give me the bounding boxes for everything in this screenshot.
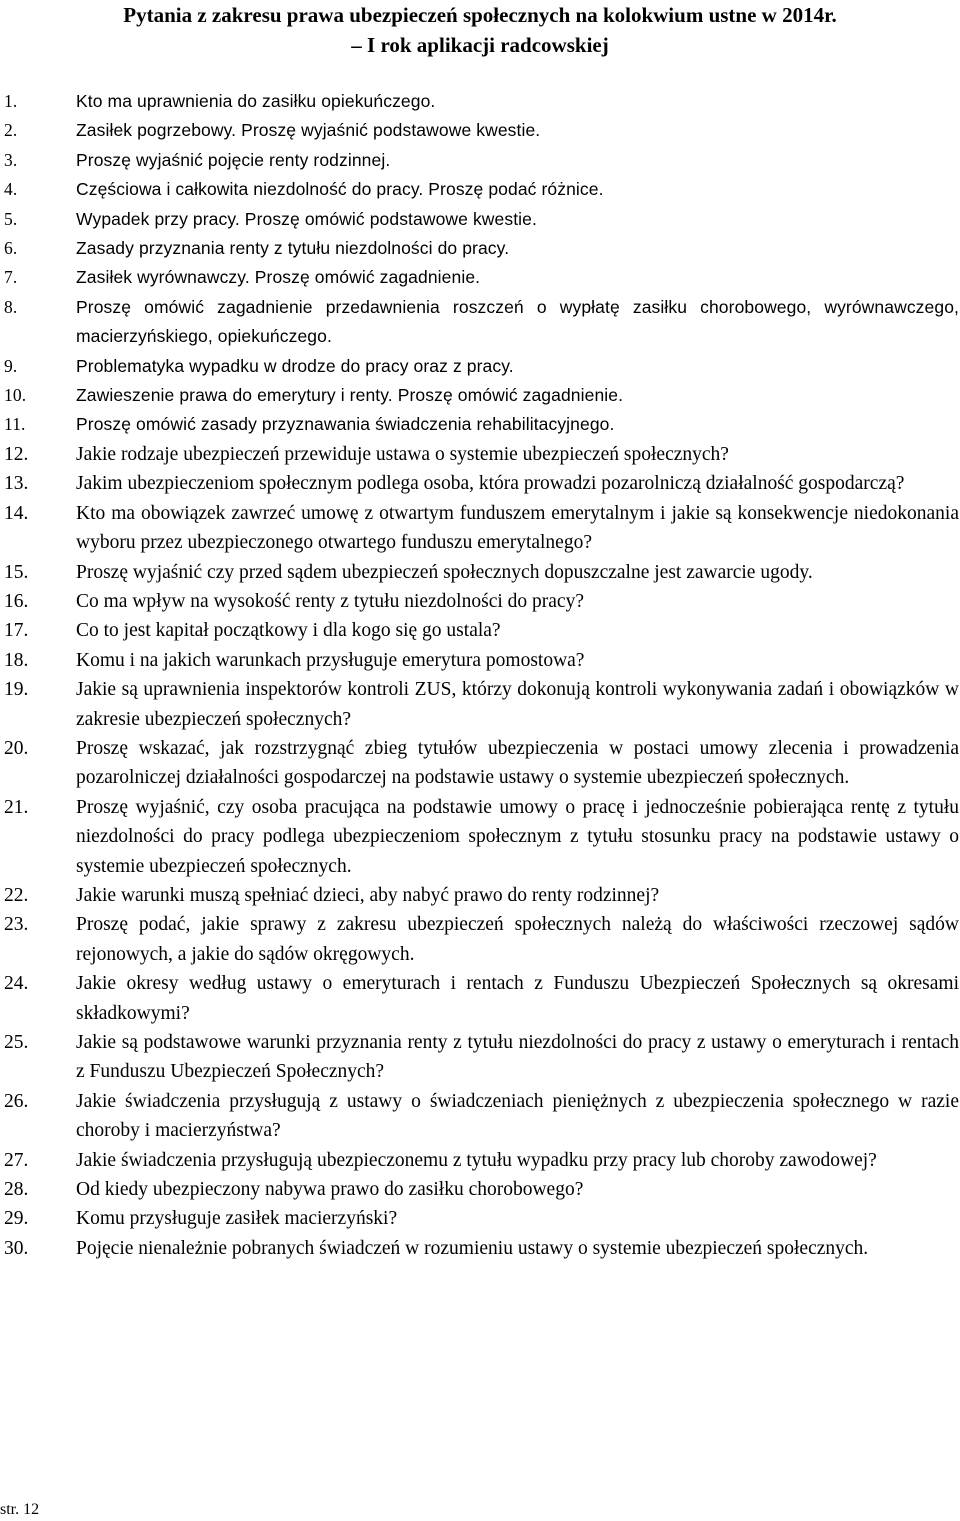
- question-number: 29.: [4, 1208, 29, 1230]
- question-item: [4, 1175, 959, 1204]
- question-number: 8.: [4, 296, 18, 317]
- question-text: Proszę wyjaśnić, czy osoba pracująca na podstawie umowy o pracę i jednocześnie pobierająca rentę z tytułu niezdolności do pracy podlega ubezpieczeniom społecznym z tytułu stosunku pracy na podstawie ustawy o systemie ubezpieczeń społecznych.: [76, 796, 959, 877]
- question-number: 3.: [4, 149, 18, 170]
- title-line-1: Pytania z zakresu prawa ubezpieczeń społecznych na kolokwium ustne w 2014r.: [123, 3, 837, 27]
- question-text: Zasiłek pogrzebowy. Proszę wyjaśnić podstawowe kwestie.: [76, 120, 541, 141]
- question-number: 12.: [4, 443, 29, 465]
- question-item: [4, 1146, 959, 1175]
- question-number: 30.: [4, 1237, 29, 1259]
- question-item: [4, 205, 959, 234]
- question-text: Co ma wpływ na wysokość renty z tytułu niezdolności do pracy?: [76, 590, 584, 612]
- question-number: 26.: [4, 1090, 29, 1112]
- question-text: Wypadek przy pracy. Proszę omówić podstawowe kwestie.: [76, 208, 537, 229]
- question-item: [4, 1028, 959, 1087]
- question-number: 2.: [4, 120, 18, 141]
- question-item: [4, 116, 959, 145]
- question-text: Proszę wyjaśnić czy przed sądem ubezpieczeń społecznych dopuszczalne jest zawarcie ugody.: [76, 561, 813, 583]
- question-item: [4, 440, 959, 469]
- question-item: [4, 87, 959, 116]
- question-item: [4, 263, 959, 292]
- question-text: Komu i na jakich warunkach przysługuje emerytura pomostowa?: [76, 649, 585, 671]
- question-text: Co to jest kapitał początkowy i dla kogo się go ustala?: [76, 620, 501, 642]
- question-text: Proszę omówić zagadnienie przedawnienia roszczeń o wypłatę zasiłku chorobowego, wyrównawczego, macierzyńskiego, opiekuńczego.: [76, 296, 959, 347]
- question-number: 1.: [4, 91, 18, 111]
- question-item: [4, 293, 959, 352]
- question-item: [4, 646, 959, 675]
- question-text: Jakie okresy według ustawy o emeryturach i rentach z Funduszu Ubezpieczeń Społecznych są okresami składkowymi?: [76, 973, 959, 1024]
- question-list: [4, 87, 959, 1263]
- question-text: Kto ma obowiązek zawrzeć umowę z otwartym funduszem emerytalnym i jakie są konsekwencje niedokonania wyboru przez ubezpieczonego otwartego funduszu emerytalnego?: [76, 502, 959, 554]
- question-item: [4, 469, 959, 498]
- question-text: Jakie rodzaje ubezpieczeń przewiduje ustawa o systemie ubezpieczeń społecznych?: [76, 443, 729, 465]
- question-item: [4, 675, 959, 734]
- question-text: Od kiedy ubezpieczony nabywa prawo do zasiłku chorobowego?: [76, 1179, 584, 1201]
- title-line-2: – I rok aplikacji radcowskiej: [351, 33, 609, 57]
- question-number: 22.: [4, 884, 29, 906]
- question-item: [4, 234, 959, 263]
- question-text: Pojęcie nienależnie pobranych świadczeń w rozumieniu ustawy o systemie ubezpieczeń społecznych.: [76, 1237, 869, 1259]
- question-item: [4, 969, 959, 1028]
- question-text: Problematyka wypadku w drodze do pracy oraz z pracy.: [76, 355, 514, 376]
- question-item: [4, 352, 959, 381]
- question-number: 10.: [4, 385, 27, 406]
- question-item: [4, 910, 959, 969]
- question-number: 27.: [4, 1149, 29, 1171]
- question-number: 18.: [4, 649, 29, 671]
- question-text: Jakie warunki muszą spełniać dzieci, aby nabyć prawo do renty rodzinnej?: [76, 884, 660, 906]
- question-text: Częściowa i całkowita niezdolność do pracy. Proszę podać różnice.: [76, 179, 604, 200]
- question-item: [4, 881, 959, 910]
- question-item: [4, 1087, 959, 1146]
- question-item: [4, 381, 959, 410]
- question-item: [4, 616, 959, 645]
- question-number: 4.: [4, 179, 18, 200]
- question-number: 21.: [4, 796, 29, 818]
- question-number: 6.: [4, 238, 18, 259]
- question-item: [4, 175, 959, 204]
- question-text: Jakie są podstawowe warunki przyznania renty z tytułu niezdolności do pracy z ustawy o emeryturach i rentach z Funduszu Ubezpieczeń Społecznych?: [76, 1032, 959, 1083]
- question-item: [4, 146, 959, 175]
- question-text: Proszę wskazać, jak rozstrzygnąć zbieg tytułów ubezpieczenia w postaci umowy zlecenia i prowadzenia pozarolniczej działalności gospodarczej na podstawie ustawy o systemie ubezpieczeń społecznych.: [76, 737, 959, 789]
- question-text: Zawieszenie prawa do emerytury i renty. Proszę omówić zagadnienie.: [76, 385, 624, 406]
- question-number: 23.: [4, 914, 29, 936]
- question-number: 28.: [4, 1179, 29, 1201]
- question-number: 7.: [4, 267, 18, 288]
- question-item: [4, 558, 959, 587]
- question-item: [4, 793, 959, 881]
- question-text: Komu przysługuje zasiłek macierzyński?: [76, 1208, 398, 1230]
- question-text: Jakie są uprawnienia inspektorów kontroli ZUS, którzy dokonują kontroli wykonywania zadań i obowiązków w zakresie ubezpieczeń społecznych?: [76, 679, 959, 730]
- question-item: [4, 499, 959, 558]
- question-item: [4, 1234, 959, 1263]
- question-text: Proszę omówić zasady przyznawania świadczenia rehabilitacyjnego.: [76, 414, 615, 435]
- question-number: 13.: [4, 473, 29, 495]
- question-item: [4, 1204, 959, 1233]
- question-text: Zasady przyznania renty z tytułu niezdolności do pracy.: [76, 238, 510, 259]
- question-number: 24.: [4, 973, 29, 995]
- question-text: Kto ma uprawnienia do zasiłku opiekuńczego.: [76, 91, 436, 111]
- question-item: [4, 734, 959, 793]
- question-number: 9.: [4, 355, 18, 376]
- question-text: Jakim ubezpieczeniom społecznym podlega osoba, która prowadzi pozarolniczą działalność gospodarczą?: [76, 473, 905, 495]
- question-item: [4, 587, 959, 616]
- question-number: 14.: [4, 502, 29, 524]
- question-number: 19.: [4, 679, 29, 701]
- question-text: Proszę wyjaśnić pojęcie renty rodzinnej.: [76, 149, 391, 170]
- page-number: str. 12: [0, 1501, 40, 1518]
- question-text: Jakie świadczenia przysługują z ustawy o świadczeniach pieniężnych z ubezpieczenia społecznego w razie choroby i macierzyństwa?: [76, 1090, 959, 1142]
- question-item: [4, 410, 959, 439]
- question-number: 5.: [4, 208, 18, 229]
- question-number: 17.: [4, 620, 29, 642]
- question-number: 25.: [4, 1032, 29, 1053]
- question-text: Zasiłek wyrównawczy. Proszę omówić zagadnienie.: [76, 267, 481, 288]
- question-number: 16.: [4, 590, 29, 612]
- question-number: 15.: [4, 561, 29, 583]
- question-text: Proszę podać, jakie sprawy z zakresu ubezpieczeń społecznych należą do właściwości rzeczowej sądów rejonowych, a jakie do sądów okręgowych.: [76, 914, 959, 965]
- question-text: Jakie świadczenia przysługują ubezpieczonemu z tytułu wypadku przy pracy lub choroby zawodowej?: [76, 1149, 877, 1171]
- question-number: 20.: [4, 737, 29, 759]
- page-title: [4, 0, 956, 60]
- question-number: 11.: [4, 414, 26, 435]
